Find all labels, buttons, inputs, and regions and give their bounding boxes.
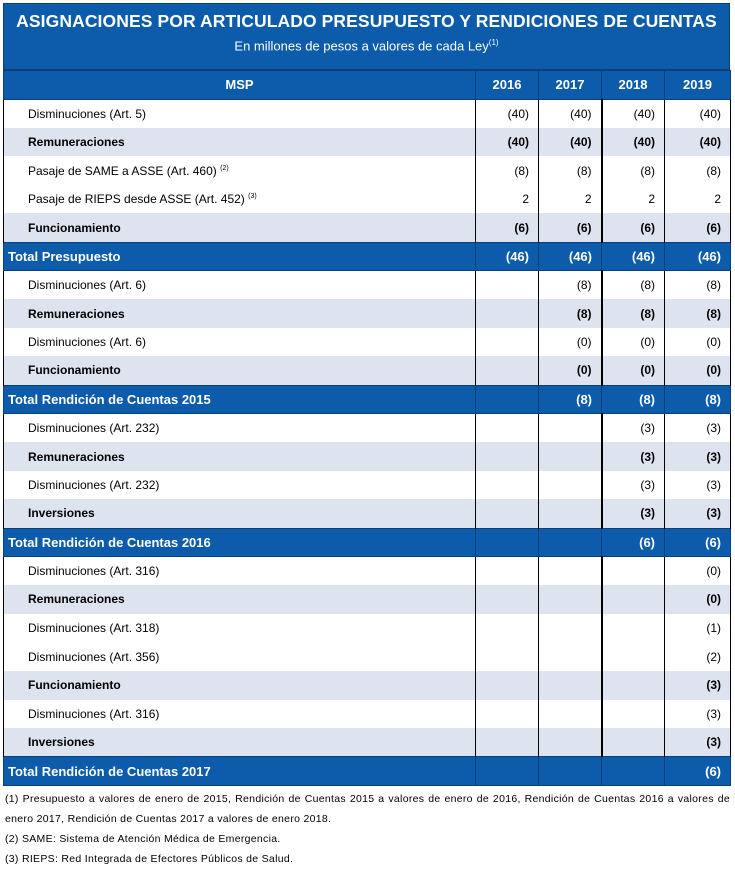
cell-2018 xyxy=(602,757,665,786)
cell-2017 xyxy=(539,585,602,614)
cell-2017 xyxy=(539,471,602,500)
cell-2018: (8) xyxy=(602,271,665,300)
row-label-text: Disminuciones (Art. 6) xyxy=(28,335,147,350)
cell-2017 xyxy=(539,642,602,671)
col-header-msp: MSP xyxy=(4,71,476,100)
row-label-text: Disminuciones (Art. 318) xyxy=(28,621,160,636)
cell-2017 xyxy=(539,700,602,729)
row-label-text: Disminuciones (Art. 5) xyxy=(28,106,147,121)
table-row xyxy=(4,271,731,300)
cell-2016: (40) xyxy=(476,99,539,128)
cell-2019: (40) xyxy=(665,99,731,128)
page-subtitle xyxy=(4,38,729,53)
row-label xyxy=(4,757,476,786)
table-row xyxy=(4,414,731,443)
row-label xyxy=(4,471,476,500)
cell-2016 xyxy=(476,700,539,729)
row-label-text: Total Rendición de Cuentas 2017 xyxy=(8,763,211,779)
cell-2018: (6) xyxy=(602,528,665,557)
row-label-text: Total Presupuesto xyxy=(8,248,121,264)
cell-2017 xyxy=(539,499,602,528)
cell-2019: (8) xyxy=(665,271,731,300)
row-label-text: Remuneraciones xyxy=(28,449,125,464)
cell-2017 xyxy=(539,414,602,443)
table-body xyxy=(4,99,731,785)
cell-2017: (8) xyxy=(539,299,602,328)
cell-2017: (8) xyxy=(539,385,602,414)
cell-2019: (8) xyxy=(665,299,731,328)
row-label-text: Total Rendición de Cuentas 2015 xyxy=(8,391,211,407)
cell-2019: (3) xyxy=(665,442,731,471)
table-row xyxy=(4,128,731,157)
col-header-2016: 2016 xyxy=(476,71,539,100)
cell-2018: (8) xyxy=(602,156,665,185)
cell-2016 xyxy=(476,671,539,700)
subtitle-footnote-ref: (1) xyxy=(488,38,499,47)
table-row xyxy=(4,614,731,643)
table-row xyxy=(4,671,731,700)
table-row xyxy=(4,700,731,729)
cell-2016: (40) xyxy=(476,128,539,157)
cell-2016 xyxy=(476,271,539,300)
table-row xyxy=(4,585,731,614)
row-label xyxy=(4,528,476,557)
row-label xyxy=(4,499,476,528)
cell-2019: (0) xyxy=(665,585,731,614)
cell-2016 xyxy=(476,528,539,557)
cell-2017: (46) xyxy=(539,242,602,271)
cell-2019: (1) xyxy=(665,614,731,643)
cell-2019: (8) xyxy=(665,385,731,414)
cell-2016 xyxy=(476,642,539,671)
table-row xyxy=(4,728,731,757)
row-label xyxy=(4,328,476,357)
cell-2018: (3) xyxy=(602,499,665,528)
row-label-text: Pasaje de RIEPS desde ASSE (Art. 452) xyxy=(28,192,245,207)
row-label xyxy=(4,271,476,300)
row-label-text: Disminuciones (Art. 232) xyxy=(28,421,160,436)
cell-2016: 2 xyxy=(476,185,539,214)
cell-2018 xyxy=(602,671,665,700)
table-row xyxy=(4,471,731,500)
footnote-2: (2) SAME: Sistema de Atención Médica de Emergencia. xyxy=(5,832,281,845)
row-label-text: Pasaje de SAME a ASSE (Art. 460) xyxy=(28,163,217,178)
cell-2017 xyxy=(539,557,602,586)
cell-2019: (0) xyxy=(665,356,731,385)
cell-2018: (8) xyxy=(602,299,665,328)
footnote-3: (3) RIEPS: Red Integrada de Efectores Públicos de Salud. xyxy=(5,852,294,865)
row-label xyxy=(4,642,476,671)
cell-2017: (8) xyxy=(539,271,602,300)
total-row xyxy=(4,757,731,786)
row-label-text: Remuneraciones xyxy=(28,134,125,149)
table-row xyxy=(4,557,731,586)
cell-2018 xyxy=(602,700,665,729)
row-label-text: Inversiones xyxy=(28,506,95,521)
table-row xyxy=(4,356,731,385)
cell-2016 xyxy=(476,614,539,643)
cell-2018: (46) xyxy=(602,242,665,271)
cell-2016 xyxy=(476,356,539,385)
cell-2019: (0) xyxy=(665,557,731,586)
row-label xyxy=(4,728,476,757)
row-label-text: Remuneraciones xyxy=(28,306,125,321)
total-row xyxy=(4,528,731,557)
table-row xyxy=(4,499,731,528)
cell-2019: (6) xyxy=(665,213,731,242)
row-label-text: Remuneraciones xyxy=(28,592,125,607)
footnote-1: (1) Presupuesto a valores de enero de 2015, Rendición de Cuentas 2015 a valores de enero de 2016, Rendición de Cuentas 2016 a valores de enero 2017, Rendición de Cuentas 2017 a valores de enero 2018. xyxy=(5,792,730,825)
page-title: ASIGNACIONES POR ARTICULADO PRESUPUESTO Y RENDICIONES DE CUENTAS xyxy=(16,11,717,31)
cell-2016 xyxy=(476,557,539,586)
cell-2016: (8) xyxy=(476,156,539,185)
cell-2017 xyxy=(539,528,602,557)
cell-2019: (3) xyxy=(665,671,731,700)
cell-2016 xyxy=(476,585,539,614)
total-row xyxy=(4,242,731,271)
column-header-row xyxy=(4,71,731,100)
table-row xyxy=(4,328,731,357)
cell-2018 xyxy=(602,585,665,614)
cell-2019: (3) xyxy=(665,499,731,528)
cell-2017 xyxy=(539,728,602,757)
cell-2018: 2 xyxy=(602,185,665,214)
cell-2017: (8) xyxy=(539,156,602,185)
row-footnote-ref: (2) xyxy=(220,164,229,172)
row-label-text: Total Rendición de Cuentas 2016 xyxy=(8,534,211,550)
cell-2019: (6) xyxy=(665,757,731,786)
cell-2017: (40) xyxy=(539,128,602,157)
cell-2018: (0) xyxy=(602,328,665,357)
cell-2018: (3) xyxy=(602,414,665,443)
cell-2018: (3) xyxy=(602,471,665,500)
cell-2019: (3) xyxy=(665,471,731,500)
cell-2018: (6) xyxy=(602,213,665,242)
cell-2018: (3) xyxy=(602,442,665,471)
row-label xyxy=(4,614,476,643)
cell-2016 xyxy=(476,299,539,328)
col-header-2019: 2019 xyxy=(665,71,731,100)
cell-2018: (40) xyxy=(602,128,665,157)
cell-2016 xyxy=(476,442,539,471)
table-row xyxy=(4,156,731,185)
cell-2018: (8) xyxy=(602,385,665,414)
cell-2019: (40) xyxy=(665,128,731,157)
row-label xyxy=(4,185,476,214)
row-label xyxy=(4,671,476,700)
row-label xyxy=(4,128,476,157)
cell-2018: (0) xyxy=(602,356,665,385)
cell-2019: (46) xyxy=(665,242,731,271)
row-label xyxy=(4,242,476,271)
report-container xyxy=(3,3,730,869)
cell-2017 xyxy=(539,614,602,643)
cell-2016 xyxy=(476,757,539,786)
row-label-text: Disminuciones (Art. 232) xyxy=(28,478,160,493)
table-header-banner xyxy=(3,3,730,70)
cell-2019: (6) xyxy=(665,528,731,557)
cell-2017: (6) xyxy=(539,213,602,242)
cell-2016 xyxy=(476,728,539,757)
budget-table xyxy=(3,70,731,786)
col-header-2017: 2017 xyxy=(539,71,602,100)
row-label-text: Funcionamiento xyxy=(28,678,121,693)
cell-2019: (3) xyxy=(665,728,731,757)
row-label xyxy=(4,557,476,586)
row-label-text: Disminuciones (Art. 6) xyxy=(28,278,147,293)
cell-2016 xyxy=(476,499,539,528)
cell-2016 xyxy=(476,328,539,357)
row-label xyxy=(4,414,476,443)
table-row xyxy=(4,642,731,671)
row-label-text: Funcionamiento xyxy=(28,220,121,235)
row-label xyxy=(4,213,476,242)
cell-2017: (40) xyxy=(539,99,602,128)
cell-2018 xyxy=(602,728,665,757)
row-footnote-ref: (3) xyxy=(248,193,257,201)
row-label-text: Disminuciones (Art. 316) xyxy=(28,706,160,721)
row-label-text: Disminuciones (Art. 356) xyxy=(28,649,160,664)
row-label-text: Disminuciones (Art. 316) xyxy=(28,564,160,579)
row-label xyxy=(4,99,476,128)
cell-2016 xyxy=(476,385,539,414)
cell-2016 xyxy=(476,471,539,500)
cell-2018 xyxy=(602,642,665,671)
cell-2017 xyxy=(539,442,602,471)
footnotes xyxy=(3,789,730,869)
row-label-text: Inversiones xyxy=(28,735,95,750)
row-label xyxy=(4,356,476,385)
cell-2017: 2 xyxy=(539,185,602,214)
row-label xyxy=(4,585,476,614)
row-label-text: Funcionamiento xyxy=(28,363,121,378)
total-row xyxy=(4,385,731,414)
table-row xyxy=(4,442,731,471)
cell-2019: (8) xyxy=(665,156,731,185)
cell-2019: (2) xyxy=(665,642,731,671)
cell-2017: (0) xyxy=(539,356,602,385)
table-row xyxy=(4,185,731,214)
row-label xyxy=(4,299,476,328)
cell-2019: (0) xyxy=(665,328,731,357)
row-label xyxy=(4,700,476,729)
cell-2016: (6) xyxy=(476,213,539,242)
table-row xyxy=(4,299,731,328)
cell-2016: (46) xyxy=(476,242,539,271)
subtitle-text: En millones de pesos a valores de cada Ley xyxy=(234,38,489,54)
cell-2019: 2 xyxy=(665,185,731,214)
cell-2018 xyxy=(602,557,665,586)
row-label xyxy=(4,156,476,185)
cell-2019: (3) xyxy=(665,414,731,443)
cell-2017: (0) xyxy=(539,328,602,357)
row-label xyxy=(4,385,476,414)
table-row xyxy=(4,99,731,128)
cell-2016 xyxy=(476,414,539,443)
table-row xyxy=(4,213,731,242)
cell-2018: (40) xyxy=(602,99,665,128)
cell-2018 xyxy=(602,614,665,643)
col-header-2018: 2018 xyxy=(602,71,665,100)
row-label xyxy=(4,442,476,471)
cell-2017 xyxy=(539,757,602,786)
cell-2017 xyxy=(539,671,602,700)
cell-2019: (3) xyxy=(665,700,731,729)
